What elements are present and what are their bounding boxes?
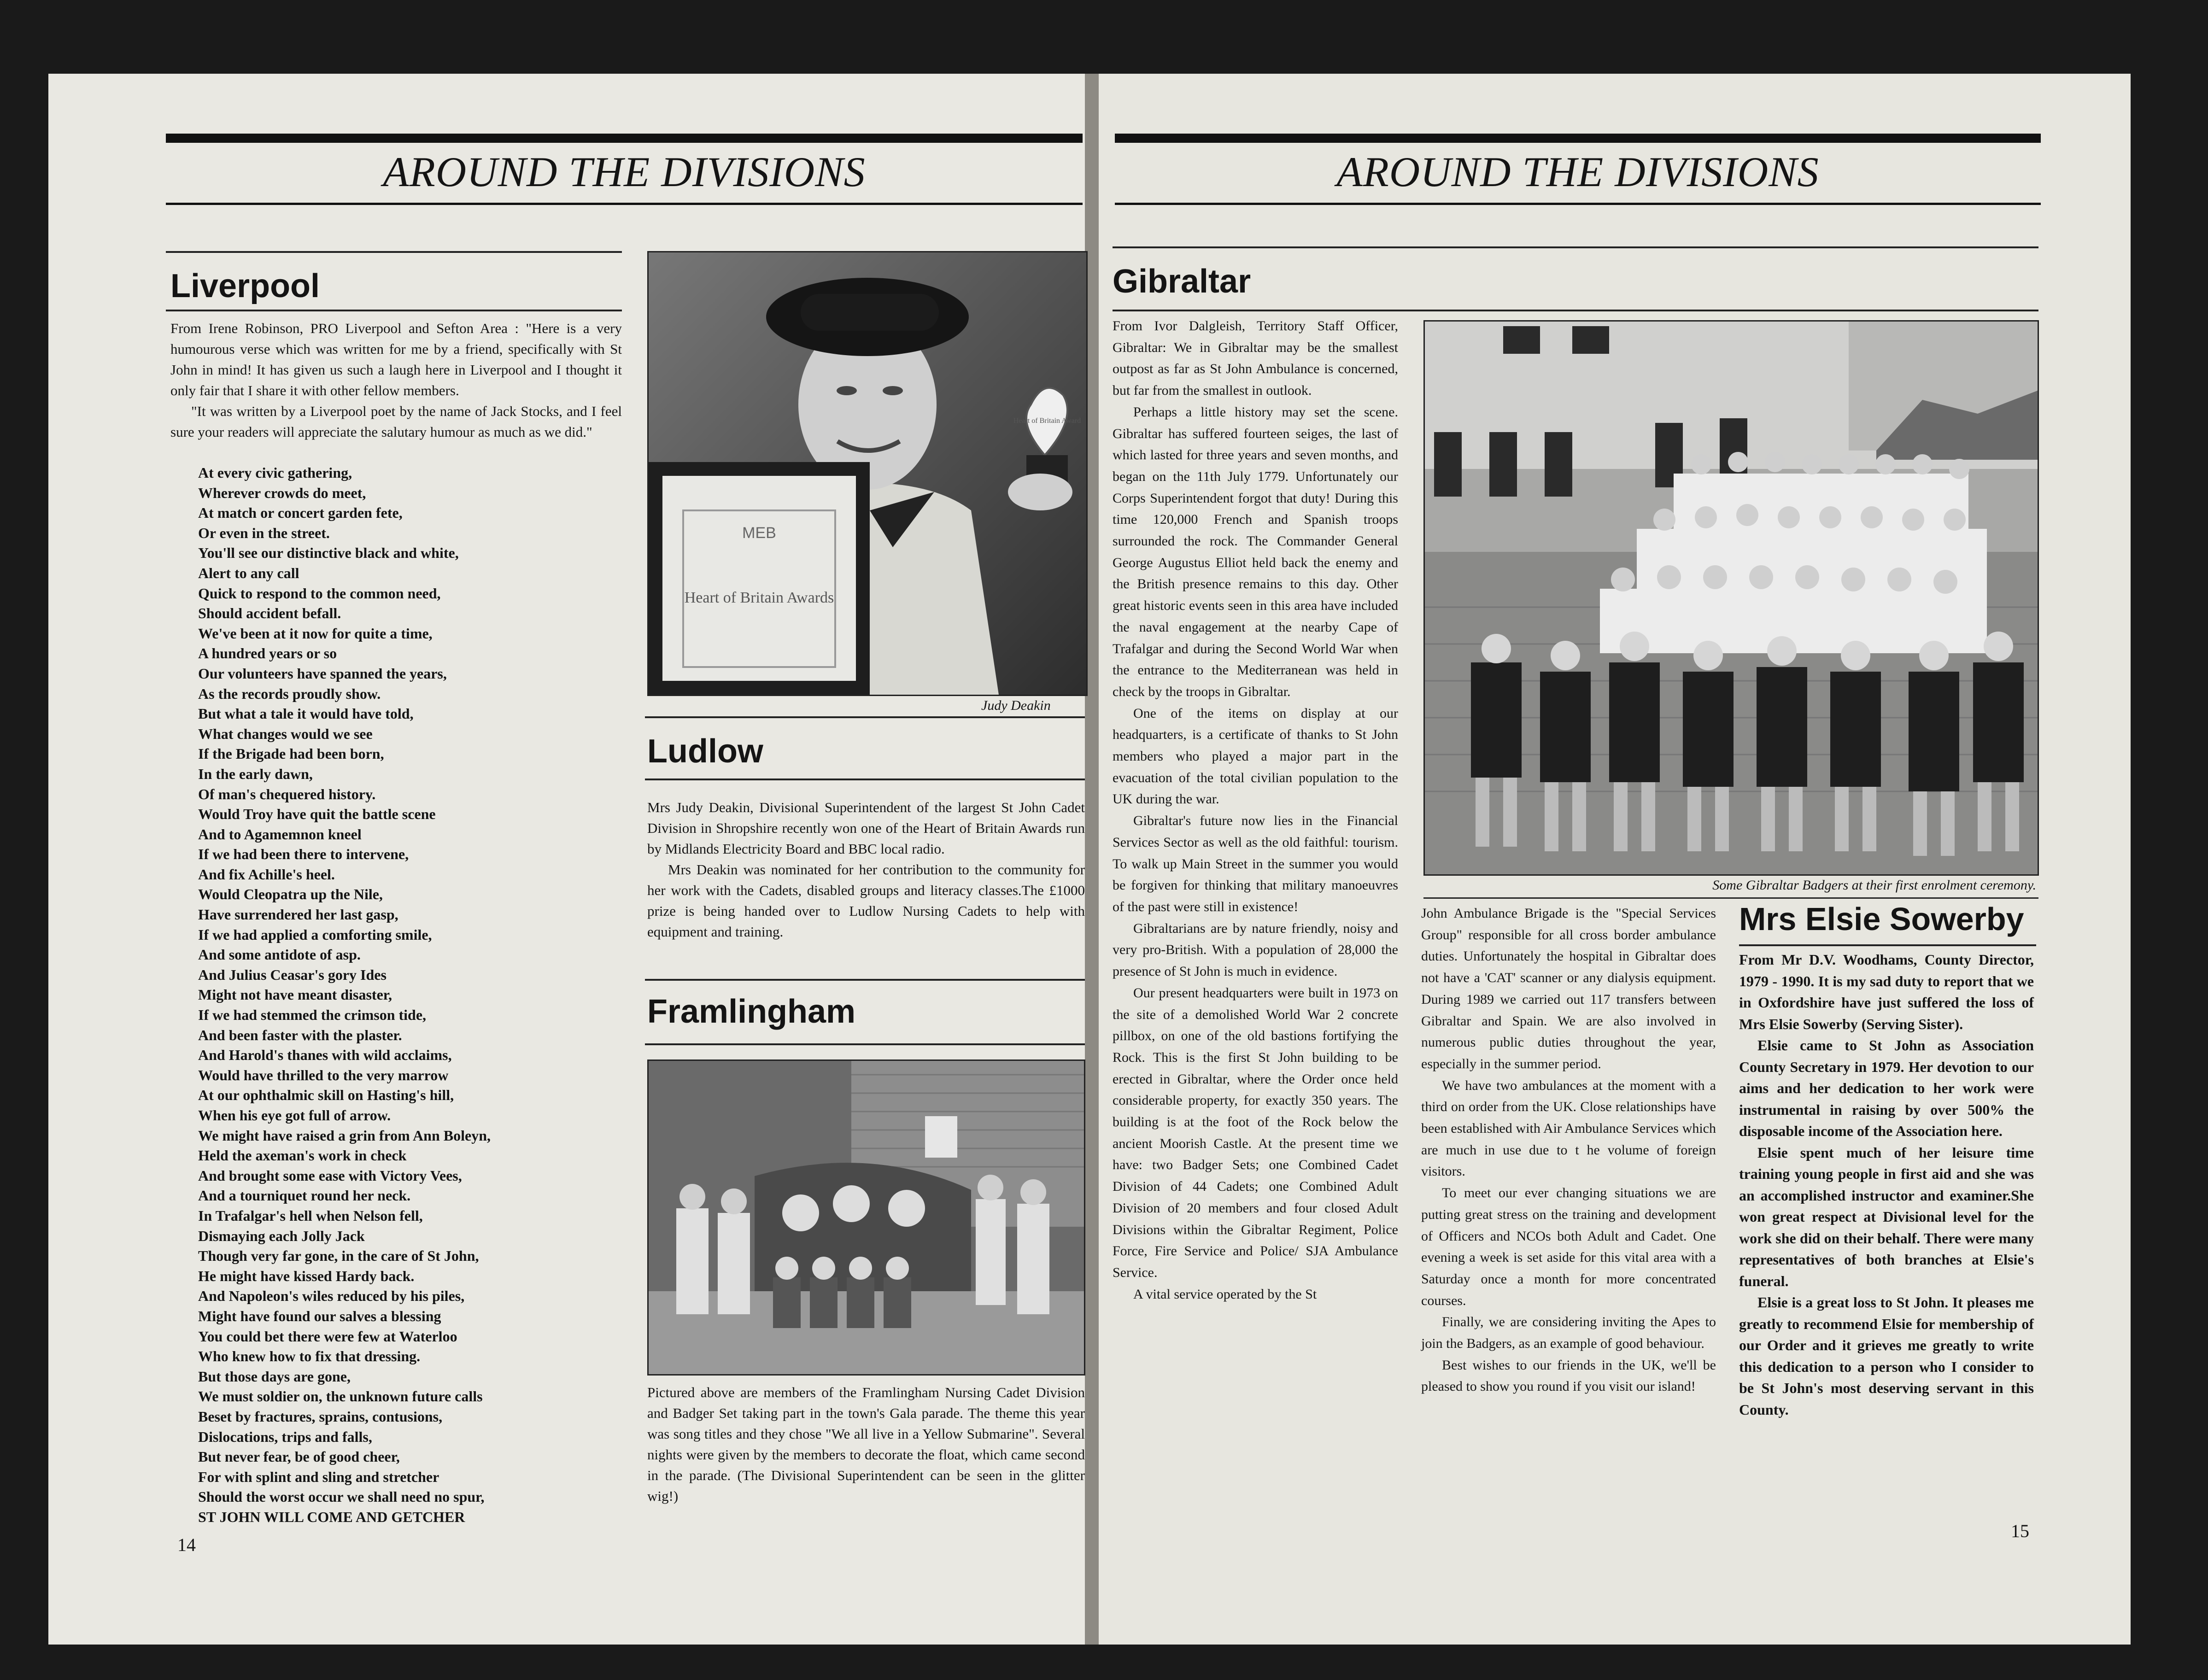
poem-line: As the records proudly show. <box>198 685 381 702</box>
poem-line: And been faster with the plaster. <box>198 1026 402 1043</box>
article-paragraph: Elsie came to St John as Association County Secretary in 1979. Her devotion to our aims and her dedication to her work were instrumental in raising by over 500% the disposable income of the Association here. <box>1739 1037 2034 1139</box>
poem-line: Would have thrilled to the very marrow <box>198 1066 449 1083</box>
poem-line: And fix Achille's heel. <box>198 866 335 883</box>
certificate-title-text: Heart of Britain Awards <box>684 589 834 606</box>
page-title-right: AROUND THE DIVISIONS <box>1336 148 1819 195</box>
header-rule-top-right <box>1115 134 2041 143</box>
photo-judy-deakin-illustration <box>649 252 1086 695</box>
poem-line: At match or concert garden fete, <box>198 504 403 521</box>
poem-line: We must soldier on, the unknown future calls <box>198 1388 483 1405</box>
article-paragraph: A vital service operated by the St <box>1133 1286 1317 1302</box>
poem-line: You'll see our distinctive black and white, <box>198 544 459 562</box>
article-paragraph: Finally, we are considering inviting the Apes to join the Badgers, as an example of good behaviour. <box>1421 1314 1716 1352</box>
poem-line: Might have found our salves a blessing <box>198 1307 441 1324</box>
poem-line: And Napoleon's wiles reduced by his piles, <box>198 1288 465 1305</box>
poem-line: Or even in the street. <box>198 524 330 541</box>
poem-line: Should accident befall. <box>198 605 341 622</box>
poem-line: Held the axeman's work in check <box>198 1147 407 1164</box>
poem-line: For with splint and sling and stretcher <box>198 1468 439 1485</box>
poem-line: We've been at it now for quite a time, <box>198 625 433 642</box>
poem-line: But what a tale it would have told, <box>198 705 414 722</box>
poem-line: If we had stemmed the crimson tide, <box>198 1007 427 1024</box>
poem-line: And Harold's thanes with wild acclaims, <box>198 1047 452 1064</box>
article-paragraph: We have two ambulances at the moment with a third on order from the UK. Close relationships have been established with Air Ambulance Services which are much in use due to t he volume of foreign visitors. <box>1421 1077 1716 1179</box>
poem-line: If we had applied a comforting smile, <box>198 926 432 943</box>
photo-gibraltar-illustration <box>1425 322 2038 874</box>
framlingham-article <box>647 1382 1085 1506</box>
poem-line: Might not have meant disaster, <box>198 986 392 1003</box>
liverpool-intro-paragraph: "It was written by a Liverpool poet by the name of Jack Stocks, and I feel sure your readers will appreciate the salutary humour as much as we did." <box>170 403 622 440</box>
poem-line: Who knew how to fix that dressing. <box>198 1348 421 1365</box>
section-heading-ludlow: Ludlow <box>647 733 763 770</box>
section-rule <box>645 779 1085 780</box>
section-rule <box>1113 246 2038 248</box>
article-paragraph: John Ambulance Brigade is the "Special Services Group" responsible for all cross border ambulance duties. Unfortunately the hospital in Gibraltar does not have a 'CAT' scanner or any dialysis equipment. During 1989 we carried out 117 transfers between Gibraltar and Spain. We are also involved in numerous public duties throughout the year, especially in the summer period. <box>1421 906 1716 1071</box>
poem-line: Our volunteers have spanned the years, <box>198 665 447 682</box>
poem-line: What changes would we see <box>198 725 373 742</box>
poem-line: And to Agamemnon kneel <box>198 825 362 843</box>
gibraltar-column-1 <box>1113 316 1398 1305</box>
poem-line: Have surrendered her last gasp, <box>198 906 398 923</box>
section-rule <box>166 251 622 253</box>
photo-gibraltar-badgers <box>1423 320 2039 876</box>
photo-framlingham-illustration <box>649 1061 1084 1374</box>
photo-framlingham-parade <box>647 1060 1085 1376</box>
header-rule-bottom-right <box>1115 203 2041 205</box>
poem-line: But never fear, be of good cheer, <box>198 1448 400 1465</box>
poem-line: Quick to respond to the common need, <box>198 585 441 602</box>
ludlow-paragraph: Mrs Judy Deakin, Divisional Superintendent of the largest St John Cadet Division in Shropshire recently won one of the Heart of Britain Awards run by Midlands Electricity Board and BBC local radio. <box>647 799 1085 857</box>
poem-line: Would Troy have quit the battle scene <box>198 806 436 823</box>
article-paragraph: Perhaps a little history may set the scene. Gibraltar has suffered fourteen seiges, the last of which lasted for three years and seven months, and began on the 11th July 1779. Unfortunately our Corps Superintendent forgot that duty! During this time 120,000 French and Spanish troops surrounded the rock. The Commander General George Augustus Elliot held back the enemy and the British presence remains to this day. Other great historic events seen in this area have included the naval engagement at the nearby Cape of Trafalgar and during the Second World War when the entrance to the Mediterranean was held in check by the troops in Gibraltar. <box>1113 404 1398 699</box>
section-rule <box>1113 310 2038 311</box>
article-paragraph: Elsie spent much of her leisure time training young people in first aid and she was an accomplished instructor and examiner.She won great respect at Divisional level for the work she did on their behalf. There were many representatives of both branches at Elsie's funeral. <box>1739 1144 2034 1289</box>
section-heading-gibraltar: Gibraltar <box>1113 263 1251 300</box>
header-rule-top-left <box>166 134 1083 143</box>
page-number-right: 15 <box>2011 1521 2029 1541</box>
poem-line: And some antidote of asp. <box>198 946 361 963</box>
poem-line: Wherever crowds do meet, <box>198 484 366 501</box>
section-rule <box>1739 944 2036 946</box>
section-rule <box>645 716 1085 718</box>
liverpool-intro <box>170 318 622 442</box>
poem-line: And brought some ease with Victory Vees, <box>198 1167 462 1184</box>
poem-line: We might have raised a grin from Ann Boleyn, <box>198 1127 491 1144</box>
certificate-logo-text: MEB <box>742 524 776 542</box>
liverpool-poem <box>198 463 576 1527</box>
poem-line: When his eye got full of arrow. <box>198 1107 391 1124</box>
article-paragraph: Our present headquarters were built in 1973 on the site of a demolished World War 2 concrete pillbox, on one of the old bastions fortifying the Rock. This is the first St John building to be erected in Gibraltar, where the Order once held considerable property, for exactly 350 years. The building is at the foot of the Rock below the ancient Moorish Castle. At the present time we have: two Badger Sets; one Combined Cadet Division of 44 Cadets; one Combined Adult Division of 20 members and four closed Adult Divisions within the Gibraltar Regiment, Police Force, Fire Service and Police/ SJA Ambulance Service. <box>1113 985 1398 1280</box>
article-paragraph: One of the items on display at our headquarters, is a certificate of thanks to St John members who played a major part in the evacuation of the total civilian population to the UK during the war. <box>1113 705 1398 807</box>
section-heading-liverpool: Liverpool <box>170 268 320 304</box>
poem-line: He might have kissed Hardy back. <box>198 1267 415 1284</box>
poem-line: But those days are gone, <box>198 1368 351 1385</box>
section-rule <box>166 310 622 311</box>
poem-line: If the Brigade had been born, <box>198 745 384 762</box>
page-title-left: AROUND THE DIVISIONS <box>383 148 866 195</box>
sowerby-article <box>1739 949 2034 1420</box>
poem-line: At every civic gathering, <box>198 464 352 481</box>
article-paragraph: From Ivor Dalgleish, Territory Staff Officer, Gibraltar: We in Gibraltar may be the smallest outpost as far as St John Ambulance is concerned, but far from the smallest in outlook. <box>1113 318 1398 398</box>
poem-line: Alert to any call <box>198 564 299 581</box>
section-heading-framlingham: Framlingham <box>647 993 856 1030</box>
poem-line: In Trafalgar's hell when Nelson fell, <box>198 1207 423 1224</box>
poem-line: And Julius Ceasar's gory Ides <box>198 966 387 983</box>
photo-judy-deakin <box>647 251 1088 696</box>
poem-line: A hundred years or so <box>198 645 337 662</box>
poem-line: You could bet there were few at Waterloo <box>198 1328 457 1345</box>
ludlow-paragraph: Mrs Deakin was nominated for her contribution to the community for her work with the Cadets, disabled groups and literacy classes.The £1000 prize is being handed over to Ludlow Nursing Cadets to help with equipment and training. <box>647 861 1085 940</box>
page-number-left: 14 <box>177 1534 196 1555</box>
gibraltar-column-2 <box>1421 903 1716 1398</box>
article-paragraph: To meet our ever changing situations we are putting great stress on the training and development of Officers and NCOs both Adult and Cadet. One evening a week is set aside for this vital area with a Saturday once a month for more concentrated courses. <box>1421 1185 1716 1308</box>
section-rule <box>645 1043 1085 1045</box>
article-paragraph: From Mr D.V. Woodhams, County Director, 1979 - 1990. It is my sad duty to report that we in Oxfordshire have just suffered the loss of Mrs Elsie Sowerby (Serving Sister). <box>1739 951 2034 1032</box>
poem-line: Dismaying each Jolly Jack <box>198 1227 365 1244</box>
article-paragraph: Gibraltarians are by nature friendly, noisy and very pro-British. With a population of 28,000 the presence of St John is much in evidence. <box>1113 920 1398 979</box>
section-heading-sowerby: Mrs Elsie Sowerby <box>1739 901 2024 937</box>
photo-caption-gibraltar: Some Gibraltar Badgers at their first enrolment ceremony. <box>1712 878 2036 893</box>
poem-line: Should the worst occur we shall need no spur, <box>198 1488 485 1505</box>
poem-line: And a tourniquet round her neck. <box>198 1187 411 1204</box>
poem-line: Though very far gone, in the care of St John, <box>198 1247 479 1264</box>
article-paragraph: Gibraltar's future now lies in the Financial Services Sector as well as the old faithful: tourism. To walk up Main Street in the summer you would be forgiven for thinking that military manoeuvres of the past were still in existence! <box>1113 813 1398 914</box>
header-rule-bottom-left <box>166 203 1083 205</box>
poem-line: Would Cleopatra up the Nile, <box>198 886 383 903</box>
photo-caption-judy-deakin: Judy Deakin <box>981 698 1051 713</box>
ludlow-article <box>647 797 1085 942</box>
poem-line: Of man's chequered history. <box>198 785 376 802</box>
poem-line: Beset by fractures, sprains, contusions, <box>198 1408 443 1425</box>
trophy-text: Heart of Britain Award <box>1013 417 1081 425</box>
article-paragraph: Elsie is a great loss to St John. It pleases me greatly to recommend Elsie for membership of our Order and it grieves me greatly to write this dedication to a person who I consider to be St John's most deserving servant in this County. <box>1739 1294 2034 1418</box>
framlingham-paragraph: Pictured above are members of the Framlingham Nursing Cadet Division and Badger Set taking part in the town's Gala parade. The theme this year was song titles and they chose "We all live in a Yellow Submarine". Several nights were given by the members to decorate the float, which came second in the parade. (The Divisional Superintendent can be seen in the glitter wig!) <box>647 1384 1085 1504</box>
poem-line: In the early dawn, <box>198 765 313 782</box>
section-rule <box>645 979 1085 981</box>
article-paragraph: Best wishes to our friends in the UK, we'll be pleased to show you round if you visit our island! <box>1421 1357 1716 1394</box>
poem-line: At our ophthalmic skill on Hasting's hill, <box>198 1087 454 1104</box>
caption-rule <box>1423 897 2038 899</box>
poem-line: If we had been there to intervene, <box>198 846 409 863</box>
poem-line: Dislocations, trips and falls, <box>198 1428 372 1445</box>
liverpool-intro-paragraph: From Irene Robinson, PRO Liverpool and Sefton Area : "Here is a very humourous verse which was written for me by a friend, specifically with St John in mind! It has given us such a laugh here in Liverpool and I thought it only fair that I share it with other fellow members. <box>170 320 622 398</box>
poem-line: ST JOHN WILL COME AND GETCHER <box>198 1508 465 1525</box>
